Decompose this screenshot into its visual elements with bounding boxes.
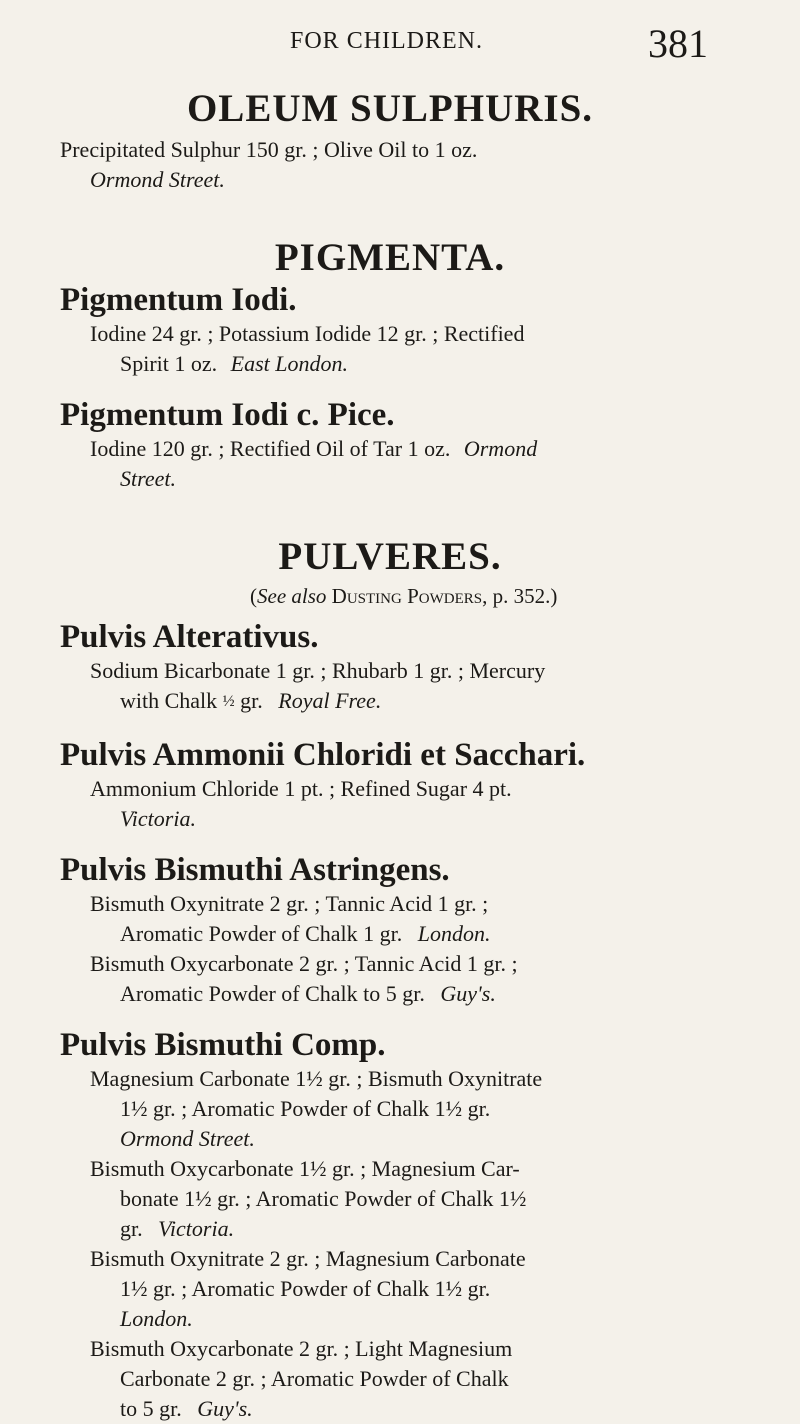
recipe-line <box>120 804 750 834</box>
recipe-line <box>120 1124 750 1154</box>
cross-reference-target: Dusting Powders <box>331 584 483 608</box>
source-hospital: Street. <box>120 466 176 491</box>
section-title: PIGMENTA. <box>274 236 506 279</box>
recipe-line: Bismuth Oxycarbonate 2 gr. ; Tannic Acid 1 gr. ; <box>90 951 518 976</box>
page-number: 381 <box>648 21 708 66</box>
recipe-line: Bismuth Oxycarbonate 2 gr. ; Light Magnesium <box>90 1336 513 1361</box>
recipe-line <box>120 1304 750 1334</box>
source-hospital: Guy's. <box>197 1396 253 1421</box>
recipe-line: Iodine 24 gr. ; Potassium Iodide 12 gr. ; Rectified <box>90 321 525 346</box>
recipe-line <box>120 349 750 379</box>
source-hospital: Ormond Street. <box>120 1126 255 1151</box>
source-hospital: London. <box>120 1306 193 1331</box>
source-hospital: East London. <box>230 351 349 376</box>
source-hospital: Ormond Street. <box>90 167 225 192</box>
recipe-line <box>90 434 750 464</box>
cross-reference-page: , p. 352.) <box>482 584 558 608</box>
recipe-text: to 5 gr. <box>120 1396 182 1421</box>
entry-title: Pulvis Bismuthi Comp. <box>60 1027 386 1063</box>
recipe-text: Iodine 120 gr. ; Rectified Oil of Tar 1 oz. <box>90 436 451 461</box>
recipe-line: Carbonate 2 gr. ; Aromatic Powder of Chalk <box>120 1366 509 1391</box>
entry-title: Pulvis Ammonii Chloridi et Sacchari. <box>60 737 586 773</box>
entry-title: Pulvis Alterativus. <box>60 619 319 655</box>
source-hospital: London. <box>417 921 491 946</box>
recipe-line: bonate 1½ gr. ; Aromatic Powder of Chalk 1½ <box>120 1186 527 1211</box>
running-title: FOR CHILDREN. <box>290 28 484 54</box>
recipe-line: Bismuth Oxynitrate 2 gr. ; Magnesium Carbonate <box>90 1246 526 1271</box>
recipe-line <box>90 165 750 195</box>
recipe-text: Aromatic Powder of Chalk to 5 gr. <box>120 981 425 1006</box>
source-hospital: Royal Free. <box>278 688 382 713</box>
recipe-line: Bismuth Oxynitrate 2 gr. ; Tannic Acid 1 gr. ; <box>90 891 489 916</box>
recipe-text: gr. <box>240 688 263 713</box>
section-oleum-sulphuris <box>60 86 750 195</box>
recipe-line: Magnesium Carbonate 1½ gr. ; Bismuth Oxynitrate <box>90 1066 543 1091</box>
recipe-text: with Chalk <box>120 688 218 713</box>
recipe-line: Sodium Bicarbonate 1 gr. ; Rhubarb 1 gr. ; Mercury <box>90 658 546 683</box>
running-head <box>0 18 800 78</box>
recipe-line <box>120 1214 750 1244</box>
entry-body <box>90 1064 750 1424</box>
section-title: PULVERES. <box>278 535 502 578</box>
recipe-text: Spirit 1 oz. <box>120 351 218 376</box>
entry-body <box>90 434 750 494</box>
recipe-line <box>120 464 750 494</box>
entry-body <box>90 889 750 1009</box>
section-pulveres <box>60 534 750 1424</box>
page-content <box>60 86 750 1424</box>
recipe-line <box>120 979 750 1009</box>
recipe-line <box>120 919 750 949</box>
entry-title: Pigmentum Iodi. <box>60 282 297 318</box>
entry-body <box>90 656 750 719</box>
recipe-text: gr. <box>120 1216 143 1241</box>
entry-title: Pigmentum Iodi c. Pice. <box>60 397 395 433</box>
recipe-line <box>120 1394 750 1424</box>
cross-reference <box>250 581 750 611</box>
recipe-line: Ammonium Chloride 1 pt. ; Refined Sugar 4 pt. <box>90 776 512 801</box>
source-hospital: Victoria. <box>120 806 196 831</box>
recipe-line: 1½ gr. ; Aromatic Powder of Chalk 1½ gr. <box>120 1096 491 1121</box>
section-title: OLEUM SULPHURIS. <box>186 87 594 130</box>
entry-body <box>90 319 750 379</box>
source-hospital: Guy's. <box>440 981 496 1006</box>
recipe-text: Aromatic Powder of Chalk 1 gr. <box>120 921 403 946</box>
cross-reference-see-also: See also <box>257 584 327 608</box>
source-hospital: Ormond <box>463 436 538 461</box>
section-pigmenta <box>60 235 750 494</box>
recipe-line <box>120 686 750 719</box>
source-hospital: Victoria. <box>158 1216 235 1241</box>
recipe-line: Bismuth Oxycarbonate 1½ gr. ; Magnesium Car- <box>90 1156 520 1181</box>
recipe-line <box>60 135 750 165</box>
fraction: ½ <box>222 693 235 710</box>
recipe-text: Precipitated Sulphur 150 gr. ; Olive Oil to 1 oz. <box>60 137 478 162</box>
recipe-line: 1½ gr. ; Aromatic Powder of Chalk 1½ gr. <box>120 1276 491 1301</box>
entry-title: Pulvis Bismuthi Astringens. <box>60 852 450 888</box>
entry-body <box>90 774 750 834</box>
cross-reference-open: ( <box>250 584 257 608</box>
